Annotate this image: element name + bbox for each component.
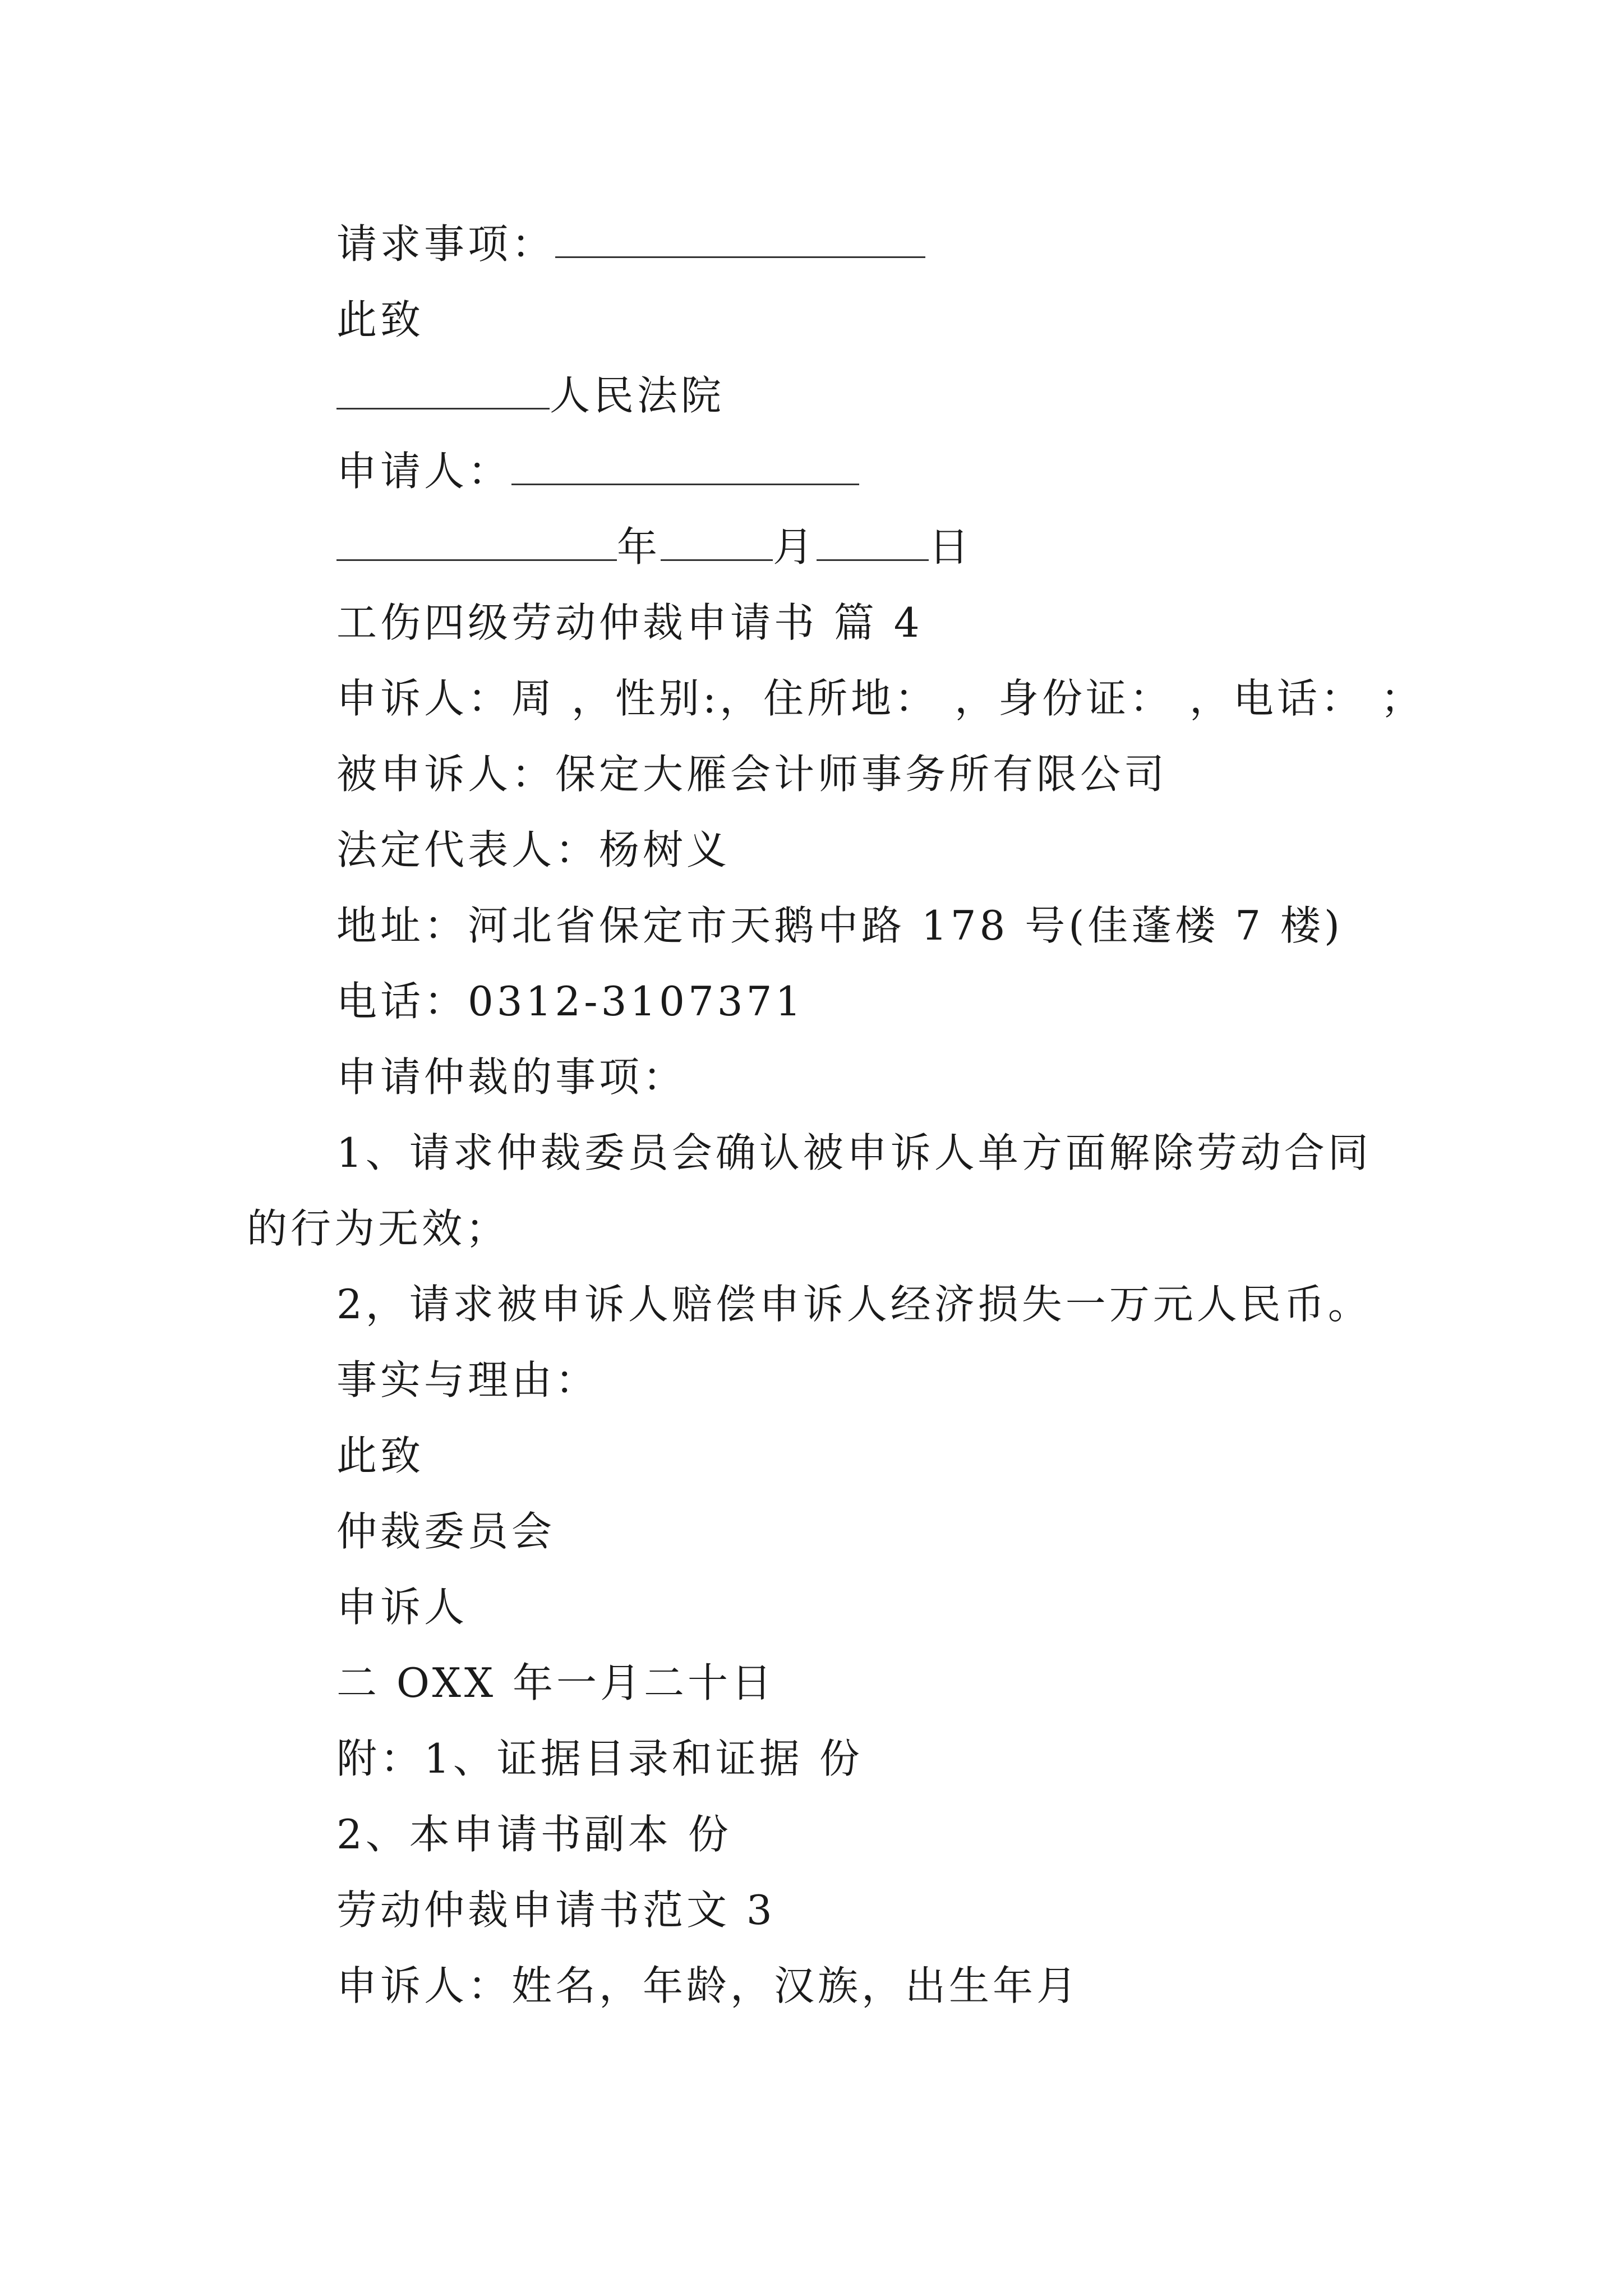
- court-line: [336, 367, 725, 424]
- section-title: 工伤四级劳动仲裁申请书 篇 4: [336, 599, 923, 646]
- applicant-label: 申请人：: [336, 448, 512, 495]
- court-name-blank: [336, 369, 550, 409]
- arbitration-items-heading: 申请仲裁的事项：: [336, 1053, 687, 1101]
- legal-representative: 法定代表人：杨树义: [336, 826, 731, 873]
- date-line: [336, 519, 972, 575]
- year-label: 年: [617, 523, 661, 570]
- attachment-1: 附：1、证据目录和证据 份: [336, 1735, 863, 1782]
- month-label: 月: [773, 523, 817, 570]
- respondent-phone: 电话：0312-3107371: [336, 978, 805, 1025]
- closing-salutation: 此致: [336, 1432, 425, 1479]
- day-label: 日: [929, 523, 973, 570]
- facts-reasons-heading: 事实与理由：: [336, 1356, 600, 1404]
- applicant-line: [336, 443, 859, 499]
- applicant-blank: [511, 444, 859, 485]
- complainant-details: 申诉人：姓名，年龄，汉族，出生年月: [336, 1962, 1081, 2009]
- salutation-line: [336, 292, 424, 348]
- arbitration-item-1: 1、请求仲裁委员会确认被申诉人单方面解除劳动合同: [336, 1129, 1372, 1176]
- respondent-address: 地址：河北省保定市天鹅中路 178 号(佳蓬楼 7 楼): [336, 902, 1343, 949]
- respondent-name: 被申诉人：保定大雁会计师事务所有限公司: [336, 751, 1168, 798]
- arbitration-item-1-continued: 的行为无效；: [247, 1205, 510, 1252]
- day-blank: [817, 520, 929, 561]
- request-items-label: 请求事项：: [336, 220, 556, 268]
- court-suffix: 人民法院: [550, 372, 725, 419]
- arbitration-item-2: 2，请求被申诉人赔偿申诉人经济损失一万元人民币。: [336, 1281, 1372, 1328]
- request-items-blank: [555, 217, 925, 258]
- addressee: 仲裁委员会: [336, 1508, 556, 1555]
- request-items-line: [336, 216, 925, 272]
- year-blank: [336, 520, 617, 561]
- signing-date: 二 OXX 年一月二十日: [336, 1659, 776, 1706]
- complainant-info: 申诉人：周 ，性别:，住所地： ，身份证： ，电话： ；: [336, 675, 1424, 722]
- attachment-2: 2、本申请书副本 份: [336, 1811, 732, 1858]
- month-blank: [661, 520, 773, 561]
- signature-label: 申诉人: [336, 1584, 468, 1631]
- salutation-text: 此致: [336, 296, 425, 343]
- template-title: 劳动仲裁申请书范文 3: [336, 1887, 776, 1934]
